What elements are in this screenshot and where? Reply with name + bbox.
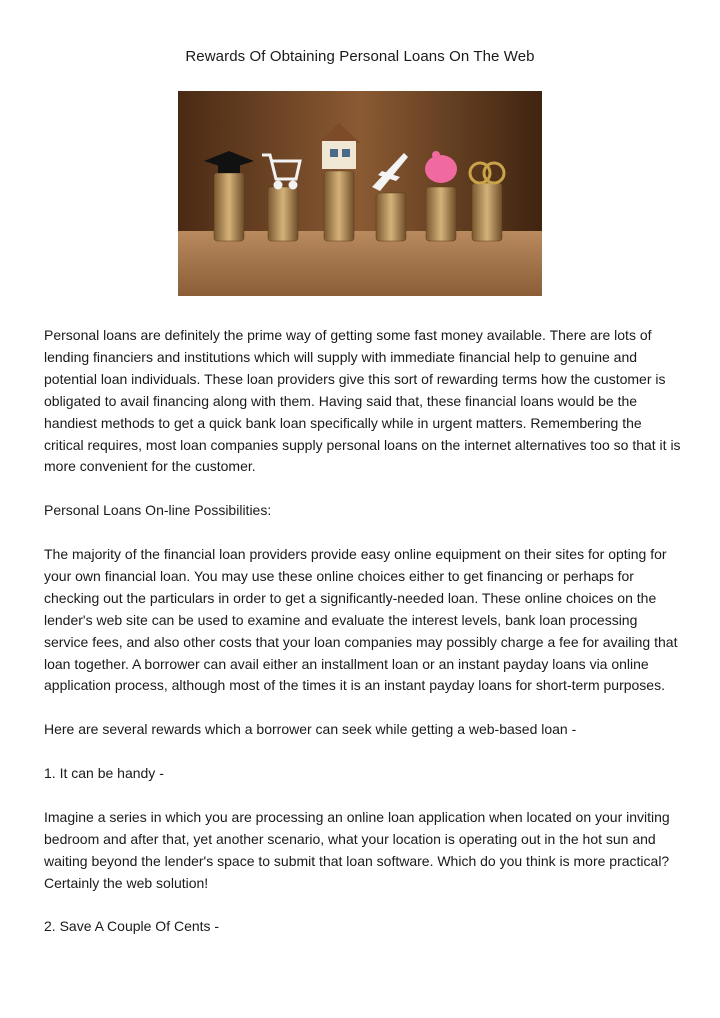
page-title: Rewards Of Obtaining Personal Loans On The Web xyxy=(185,48,535,65)
paragraph-heading-save-cents: 2. Save A Couple Of Cents - xyxy=(44,918,220,935)
paragraph-heading-handy: 1. It can be handy - xyxy=(44,765,164,782)
paragraph-heading-online-possibilities: Personal Loans On-line Possibilities: xyxy=(44,502,272,519)
paragraph-intro: Personal loans are definitely the prime way of getting some fast money available. There are lots of lending financiers and institutions which will supply with immediate financial help to genuine and potential loan individuals. These loan providers give this sort of rewarding terms how the customer is obligated to avail financing along with them. Having said that, these financial loans would be the handiest methods to get a quick bank loan specifically while in urgent matters. Remembering the critical requires, most loan companies supply personal loans on the internet alternatives too so that it is more convenient for the customer. xyxy=(44,327,681,475)
document-body xyxy=(44,325,684,960)
hero-image xyxy=(178,91,542,296)
paragraph-rewards-intro: Here are several rewards which a borrower can seek while getting a web-based loan - xyxy=(44,721,577,738)
paragraph-handy: Imagine a series in which you are processing an online loan application when located on your inviting bedroom and after that, yet another scenario, what your location is operating out in the hot sun and waiting beyond the lender's space to submit that loan software. Which do you think is more practical? Certainly the web solution! xyxy=(44,808,670,891)
paragraph-online-options: The majority of the financial loan providers provide easy online equipment on their sites for opting for your own financial loan. You may use these online choices either to get financing or perhaps for checking out the particulars in order to get a significantly-needed loan. These online choices on the lender's web site can be used to examine and evaluate the interest levels, bank loan processing service fees, and also other costs that your loan companies may possibly charge a fee for availing that loan together. A borrower can avail either an installment loan or an instant payday loans via online application process, although most of the times it is an instant payday loans for short-term purposes. xyxy=(44,546,678,694)
